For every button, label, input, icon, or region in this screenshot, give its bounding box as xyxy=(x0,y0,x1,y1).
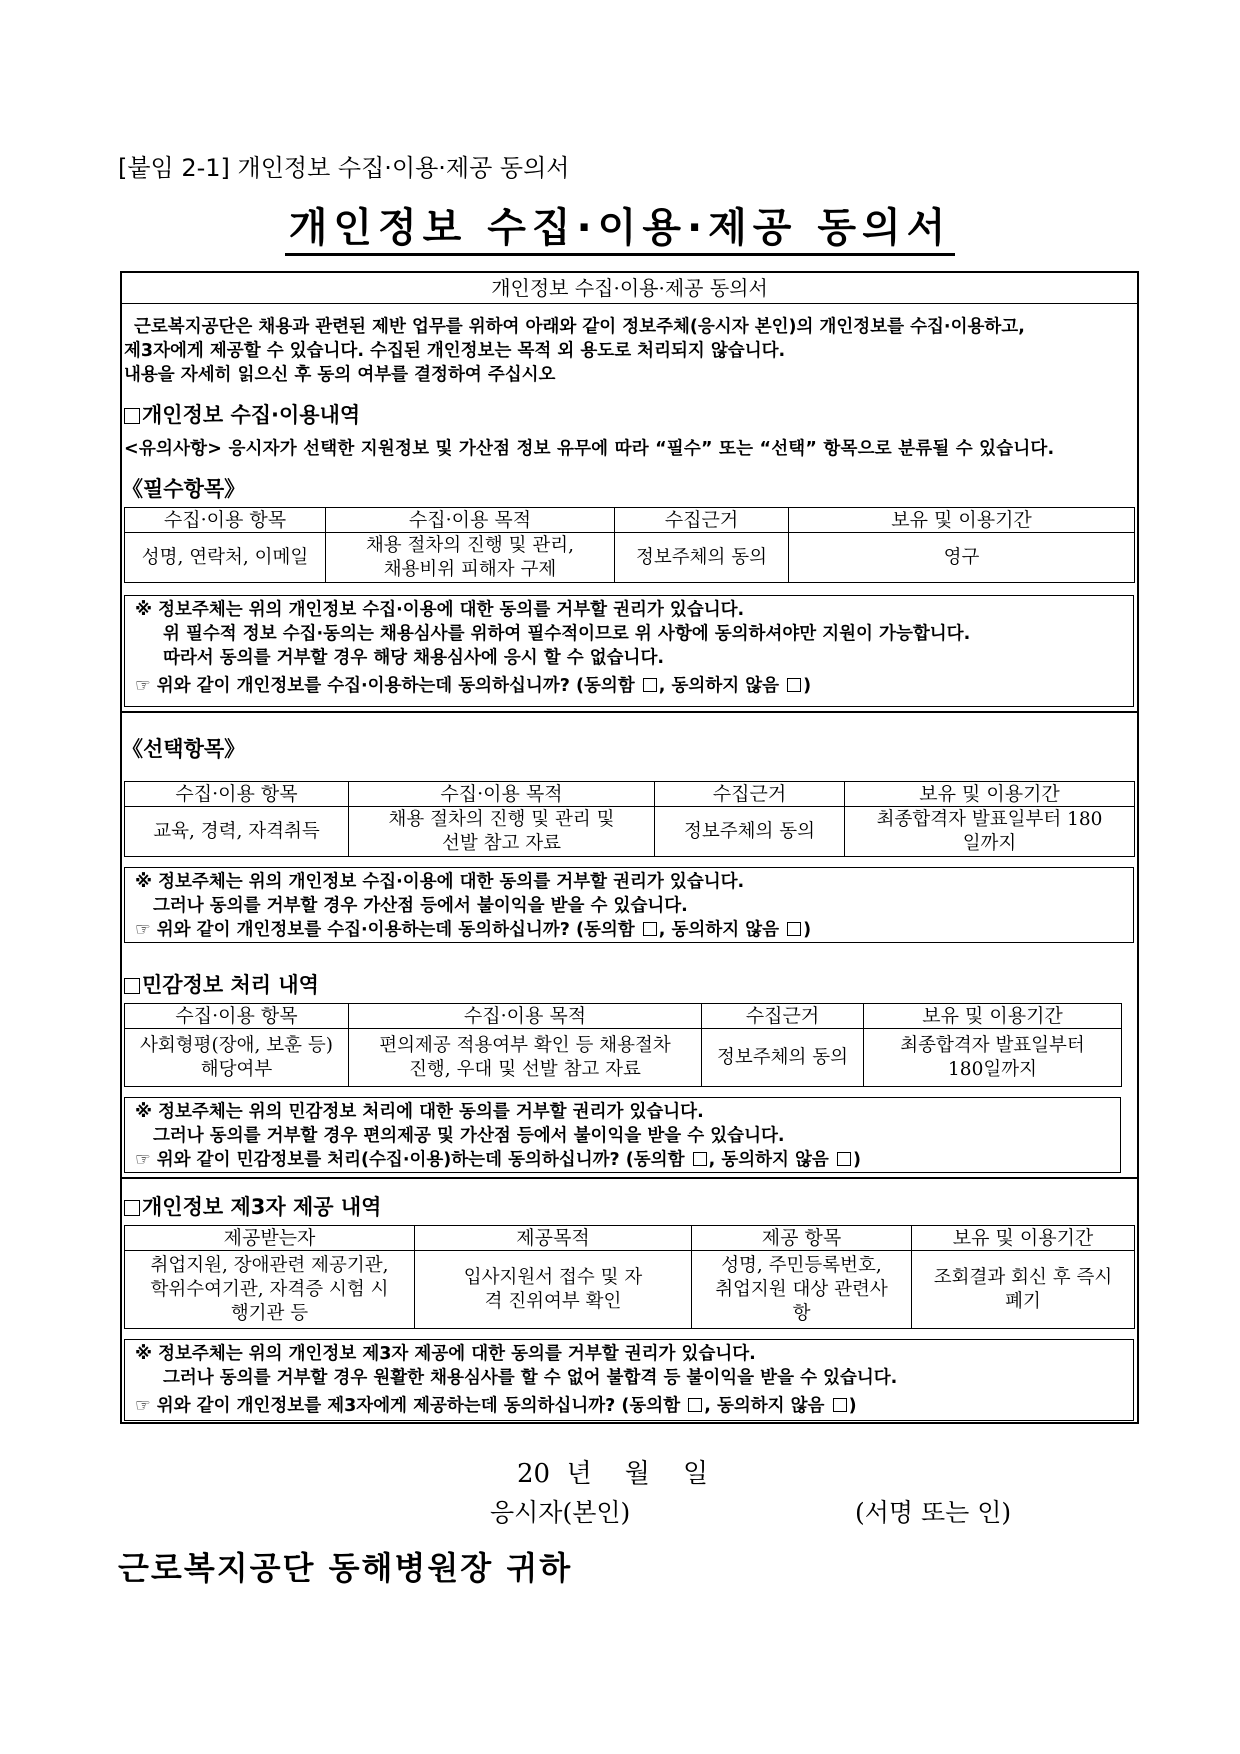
table-header: 보유 및 이용기간 xyxy=(864,1004,1122,1029)
required-question: ☞ 위와 같이 개인정보를 수집·이용하는데 동의하십니까? (동의함 , 동의하지 않음 ) xyxy=(135,676,812,696)
agree-checkbox[interactable] xyxy=(688,1398,702,1412)
notice-line: ※ 정보주체는 위의 민감정보 처리에 대한 동의를 거부할 권리가 있습니다. xyxy=(135,1102,704,1122)
table-cell: 입사지원서 접수 및 자격 진위여부 확인 xyxy=(415,1251,692,1329)
table-header: 수집·이용 목적 xyxy=(349,1004,702,1029)
table-cell: 편의제공 적용여부 확인 등 채용절차 진행, 우대 및 선발 참고 자료 xyxy=(349,1029,702,1087)
table-cell: 최종합격자 발표일부터 180일까지 xyxy=(845,807,1135,857)
sensitive-section-title xyxy=(124,969,319,999)
table-header: 보유 및 이용기간 xyxy=(912,1226,1135,1251)
table-cell: 취업지원, 장애관련 제공기관, 학위수여기관, 자격증 시험 시행기관 등 xyxy=(125,1251,415,1329)
consent-form xyxy=(120,271,1139,1424)
table-header-row xyxy=(125,782,1135,807)
table-header: 수집·이용 항목 xyxy=(125,508,326,533)
table-cell: 정보주체의 동의 xyxy=(655,807,845,857)
table-cell: 조회결과 회신 후 즉시 폐기 xyxy=(912,1251,1135,1329)
table-header: 제공 항목 xyxy=(692,1226,912,1251)
required-notice xyxy=(124,595,1134,707)
question-text: ☞ 위와 같이 개인정보를 수집·이용하는데 동의하십니까? (동의함 xyxy=(135,676,635,696)
form-heading: 개인정보 수집·이용·제공 동의서 xyxy=(122,273,1137,304)
intro-line-2: 제3자에게 제공할 수 있습니다. 수집된 개인정보는 목적 외 용도로 처리되지 않습니다. xyxy=(124,341,786,361)
table-header: 제공받는자 xyxy=(125,1226,415,1251)
disagree-checkbox[interactable] xyxy=(833,1398,847,1412)
disagree-text: , 동의하지 않음 xyxy=(708,1150,829,1170)
table-header: 제공목적 xyxy=(415,1226,692,1251)
third-party-section-title xyxy=(124,1191,381,1221)
applicant-label: 응시자(본인) xyxy=(490,1498,631,1527)
section-divider xyxy=(122,1177,1137,1179)
optional-notice xyxy=(124,867,1134,943)
addressee: 근로복지공단 동해병원장 귀하 xyxy=(118,1549,573,1587)
disagree-text: , 동의하지 않음 xyxy=(704,1396,825,1416)
disagree-checkbox[interactable] xyxy=(787,678,801,692)
table-cell: 최종합격자 발표일부터 180일까지 xyxy=(864,1029,1122,1087)
collection-section-label: 개인정보 수집·이용내역 xyxy=(142,403,361,427)
agree-checkbox[interactable] xyxy=(643,922,657,936)
section-divider xyxy=(122,711,1137,713)
table-row xyxy=(125,1251,1135,1329)
optional-table xyxy=(124,781,1135,857)
table-row xyxy=(125,807,1135,857)
table-row xyxy=(125,533,1135,583)
intro-line-3: 내용을 자세히 읽으신 후 동의 여부를 결정하여 주십시오 xyxy=(124,365,556,385)
sensitive-section-label: 민감정보 처리 내역 xyxy=(142,973,319,997)
table-header: 보유 및 이용기간 xyxy=(789,508,1135,533)
intro-text xyxy=(124,315,1134,387)
notice-line: 그러나 동의를 거부할 경우 원활한 채용심사를 할 수 없어 불합격 등 불이익을 받을 수 있습니다. xyxy=(163,1368,898,1388)
optional-label: 《선택항목》 xyxy=(122,737,246,761)
notice-line: 그러나 동의를 거부할 경우 편의제공 및 가산점 등에서 불이익을 받을 수 있습니다. xyxy=(153,1126,785,1146)
table-cell: 사회형평(장애, 보훈 등) 해당여부 xyxy=(125,1029,349,1087)
table-cell: 교육, 경력, 자격취득 xyxy=(125,807,349,857)
table-header: 수집·이용 항목 xyxy=(125,1004,349,1029)
question-text: ☞ 위와 같이 개인정보를 수집·이용하는데 동의하십니까? (동의함 xyxy=(135,920,635,940)
question-text: ☞ 위와 같이 개인정보를 제3자에게 제공하는데 동의하십니까? (동의함 xyxy=(135,1396,681,1416)
date-line: 20 년 월 일 xyxy=(517,1459,709,1489)
notice-line: ※ 정보주체는 위의 개인정보 수집·이용에 대한 동의를 거부할 권리가 있습니다. xyxy=(135,872,745,892)
table-header-row xyxy=(125,1226,1135,1251)
square-bullet-icon xyxy=(124,408,140,424)
table-header: 보유 및 이용기간 xyxy=(845,782,1135,807)
intro-line-1: 근로복지공단은 채용과 관련된 제반 업무를 위하여 아래와 같이 정보주체(응시자 본인)의 개인정보를 수집·이용하고, xyxy=(134,317,1025,337)
sensitive-table xyxy=(124,1003,1122,1087)
third-party-table xyxy=(124,1225,1135,1329)
page-title-text: 개인정보 수집·이용·제공 동의서 xyxy=(285,205,956,256)
notice-line: 따라서 동의를 거부할 경우 해당 채용심사에 응시 할 수 없습니다. xyxy=(163,648,665,668)
table-cell: 채용 절차의 진행 및 관리, 채용비위 피해자 구제 xyxy=(326,533,615,583)
optional-question: ☞ 위와 같이 개인정보를 수집·이용하는데 동의하십니까? (동의함 , 동의하지 않음 ) xyxy=(135,920,812,940)
required-label: 《필수항목》 xyxy=(122,477,246,501)
table-header: 수집·이용 목적 xyxy=(349,782,655,807)
notice-line: ※ 정보주체는 위의 개인정보 제3자 제공에 대한 동의를 거부할 권리가 있습니다. xyxy=(135,1344,756,1364)
sensitive-notice xyxy=(124,1097,1121,1173)
disagree-text: , 동의하지 않음 xyxy=(658,920,780,940)
attachment-label: [붙임 2-1] 개인정보 수집·이용·제공 동의서 xyxy=(118,154,570,182)
disagree-checkbox[interactable] xyxy=(787,922,801,936)
disagree-text: , 동의하지 않음 xyxy=(658,676,780,696)
agree-checkbox[interactable] xyxy=(643,678,657,692)
table-cell: 채용 절차의 진행 및 관리 및 선발 참고 자료 xyxy=(349,807,655,857)
table-header: 수집근거 xyxy=(615,508,789,533)
table-cell: 성명, 주민등록번호, 취업지원 대상 관련사항 xyxy=(692,1251,912,1329)
third-party-section-label: 개인정보 제3자 제공 내역 xyxy=(142,1195,382,1219)
page-title xyxy=(0,196,1240,253)
table-header-row xyxy=(125,508,1135,533)
agree-checkbox[interactable] xyxy=(693,1152,707,1166)
disagree-checkbox[interactable] xyxy=(837,1152,851,1166)
notice-line: ※ 정보주체는 위의 개인정보 수집·이용에 대한 동의를 거부할 권리가 있습니다. xyxy=(135,600,745,620)
square-bullet-icon xyxy=(124,978,140,994)
table-cell: 정보주체의 동의 xyxy=(702,1029,864,1087)
question-text: ☞ 위와 같이 민감정보를 처리(수집·이용)하는데 동의하십니까? (동의함 xyxy=(135,1150,685,1170)
third-party-notice xyxy=(124,1339,1134,1421)
table-header: 수집·이용 항목 xyxy=(125,782,349,807)
table-header: 수집·이용 목적 xyxy=(326,508,615,533)
table-header-row xyxy=(125,1004,1122,1029)
table-row xyxy=(125,1029,1122,1087)
table-cell: 영구 xyxy=(789,533,1135,583)
notice-line: 그러나 동의를 거부할 경우 가산점 등에서 불이익을 받을 수 있습니다. xyxy=(153,896,688,916)
square-bullet-icon xyxy=(124,1200,140,1216)
table-header: 수집근거 xyxy=(655,782,845,807)
notice-line: 위 필수적 정보 수집·동의는 채용심사를 위하여 필수적이므로 위 사항에 동의하셔야만 지원이 가능합니다. xyxy=(163,624,971,644)
table-header: 수집근거 xyxy=(702,1004,864,1029)
required-table xyxy=(124,507,1135,583)
table-cell: 성명, 연락처, 이메일 xyxy=(125,533,326,583)
signature-label: (서명 또는 인) xyxy=(855,1498,1012,1527)
collection-section-title xyxy=(124,399,360,429)
table-cell: 정보주체의 동의 xyxy=(615,533,789,583)
caution-note: <유의사항> 응시자가 선택한 지원정보 및 가산점 정보 유무에 따라 “필수” 또는 “선택” 항목으로 분류될 수 있습니다. xyxy=(124,439,1055,459)
third-party-question: ☞ 위와 같이 개인정보를 제3자에게 제공하는데 동의하십니까? (동의함 , 동의하지 않음 ) xyxy=(135,1396,857,1416)
sensitive-question: ☞ 위와 같이 민감정보를 처리(수집·이용)하는데 동의하십니까? (동의함 , 동의하지 않음 ) xyxy=(135,1150,861,1170)
